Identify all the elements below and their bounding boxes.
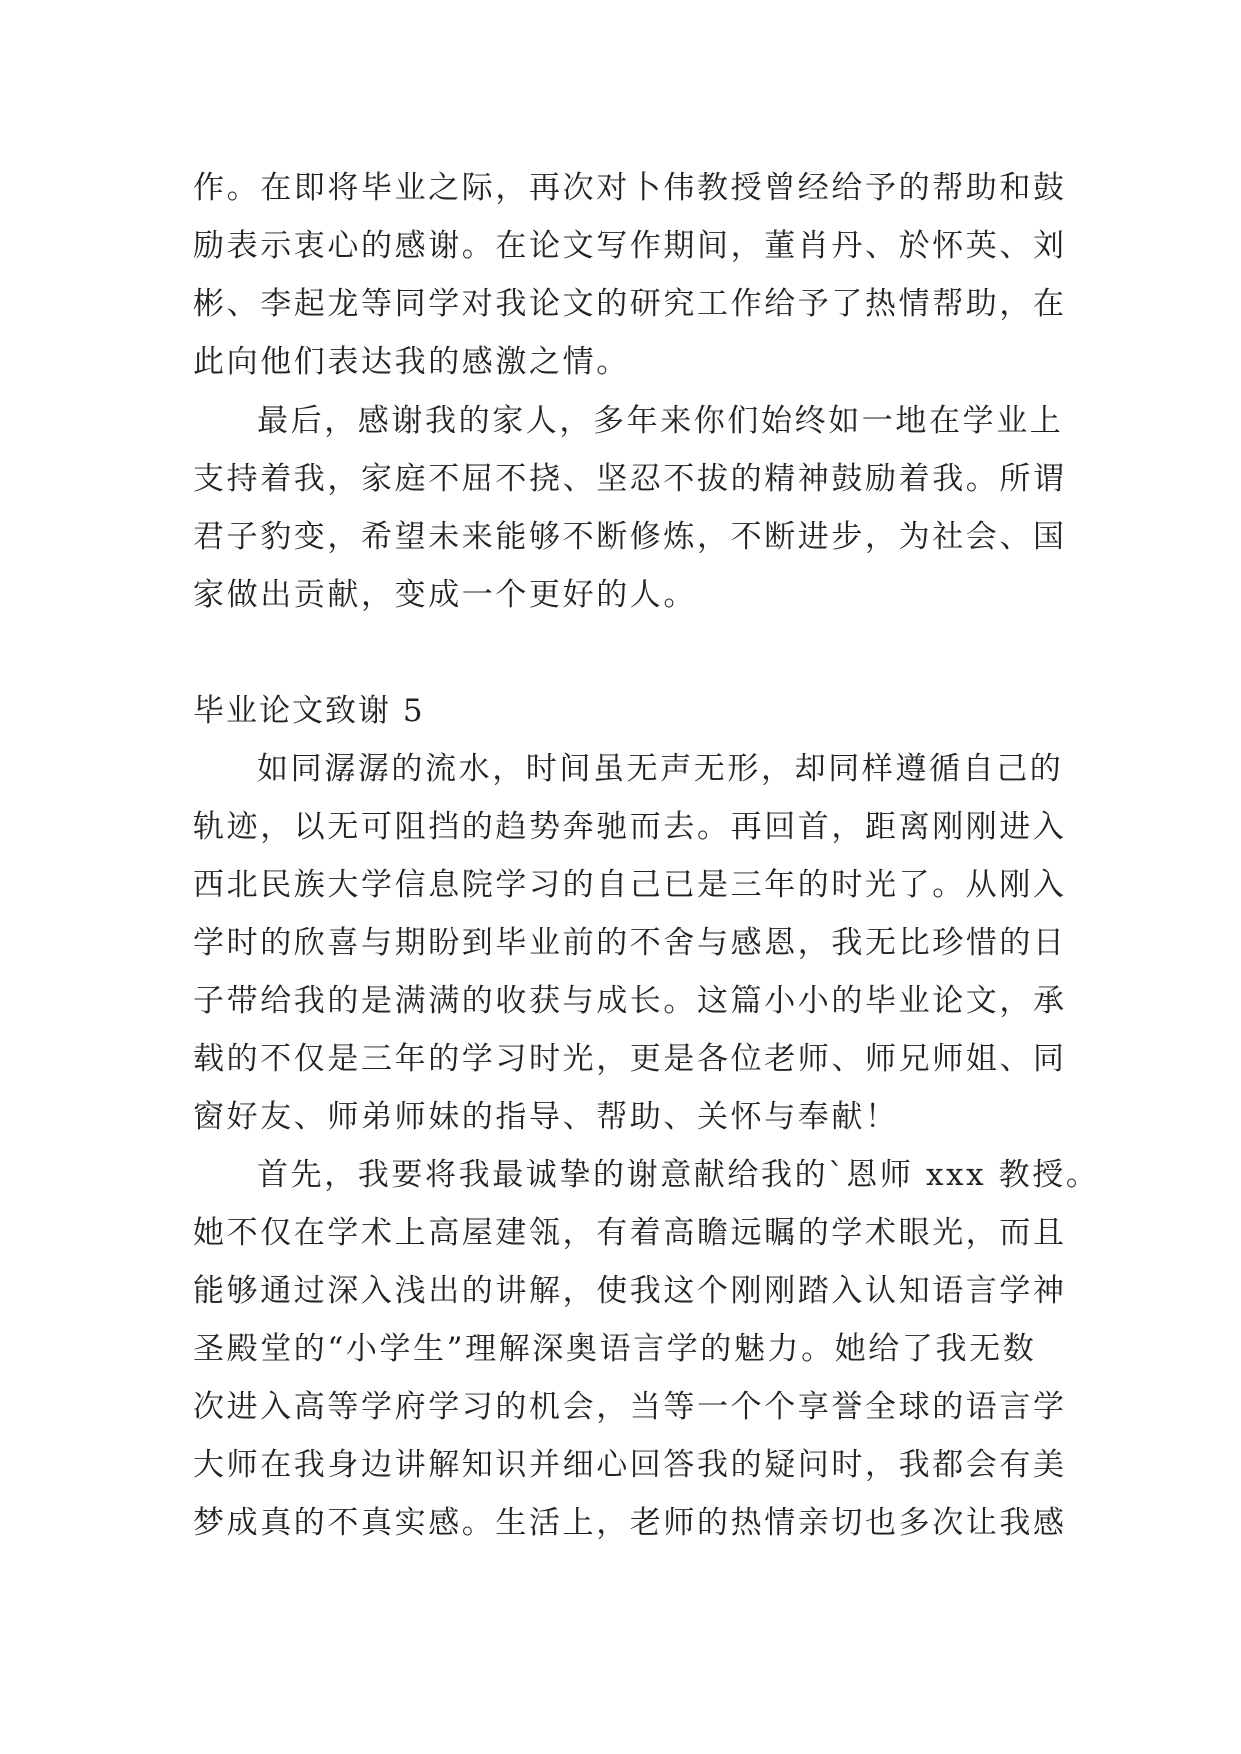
body-text-line: 载的不仅是三年的学习时光，更是各位老师、师兄师姐、同 (193, 1041, 1067, 1077)
body-text-line: 子带给我的是满满的收获与成长。这篇小小的毕业论文，承 (193, 983, 1067, 1019)
body-text-line: 轨迹，以无可阻挡的趋势奔驰而去。再回首，距离刚刚进入 (193, 809, 1067, 845)
body-text-line: 学时的欣喜与期盼到毕业前的不舍与感恩，我无比珍惜的日 (193, 925, 1067, 961)
body-text-line: 君子豹变，希望未来能够不断修炼，不断进步，为社会、国 (193, 519, 1067, 555)
body-text-line: 家做出贡献，变成一个更好的人。 (193, 577, 697, 613)
paragraph-first-line: 首先，我要将我最诚挚的谢意献给我的`恩师 xxx 教授。 (257, 1157, 1100, 1193)
body-text-line: 她不仅在学术上高屋建瓴，有着高瞻远瞩的学术眼光，而且 (193, 1215, 1067, 1251)
section-heading: 毕业论文致谢 5 (193, 693, 425, 729)
body-text-line: 西北民族大学信息院学习的自己已是三年的时光了。从刚入 (193, 867, 1067, 903)
body-text-line: 支持着我，家庭不屈不挠、坚忍不拔的精神鼓励着我。所谓 (193, 461, 1067, 497)
paragraph-first-line: 最后，感谢我的家人，多年来你们始终如一地在学业上 (257, 403, 1064, 439)
body-text-line: 此向他们表达我的感激之情。 (193, 344, 630, 380)
body-text-line: 励表示衷心的感谢。在论文写作期间，董肖丹、於怀英、刘 (193, 228, 1067, 264)
body-text-line: 能够通过深入浅出的讲解，使我这个刚刚踏入认知语言学神 (193, 1273, 1067, 1309)
paragraph-first-line: 如同潺潺的流水，时间虽无声无形，却同样遵循自己的 (257, 751, 1064, 787)
body-text-line: 大师在我身边讲解知识并细心回答我的疑问时，我都会有美 (193, 1447, 1067, 1483)
body-text-line: 作。在即将毕业之际，再次对卜伟教授曾经给予的帮助和鼓 (193, 170, 1067, 206)
body-text-line: 圣殿堂的“小学生”理解深奥语言学的魅力。她给了我无数 (193, 1331, 1037, 1367)
body-text-line: 彬、李起龙等同学对我论文的研究工作给予了热情帮助，在 (193, 286, 1067, 322)
body-text-line: 窗好友、师弟师妹的指导、帮助、关怀与奉献！ (193, 1099, 899, 1135)
body-text-line: 梦成真的不真实感。生活上，老师的热情亲切也多次让我感 (193, 1505, 1067, 1541)
body-text-line: 次进入高等学府学习的机会，当等一个个享誉全球的语言学 (193, 1389, 1067, 1425)
